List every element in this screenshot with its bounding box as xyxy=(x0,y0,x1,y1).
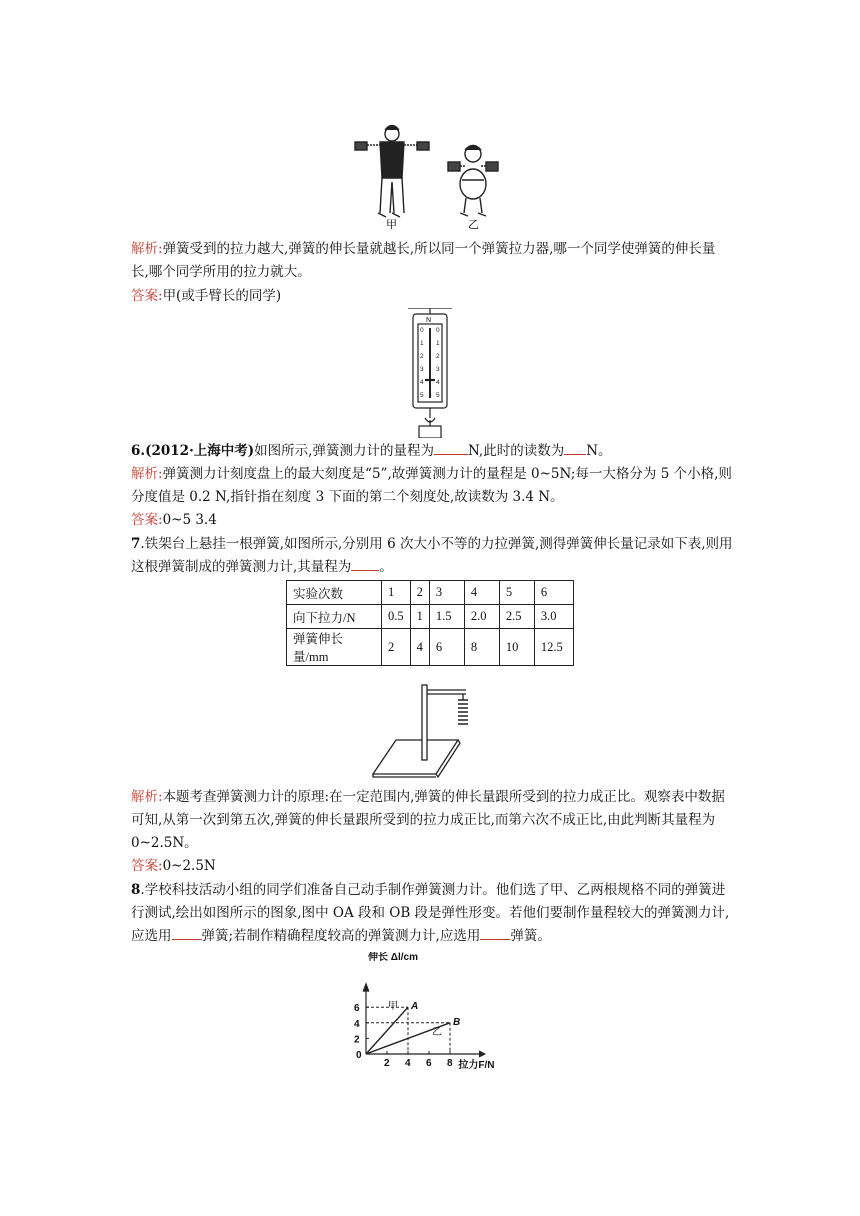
q8-blank-1[interactable] xyxy=(172,925,202,940)
q8-text-line3b: 弹簧;若制作精确程度较高的弹簧测力计,应选用 xyxy=(201,928,481,944)
q7-analysis-line3: 0~2.5N。 xyxy=(131,835,198,851)
q7-text-end: 。 xyxy=(379,559,393,575)
table-cell: 3.0 xyxy=(534,605,573,629)
q7-data-table xyxy=(286,580,574,666)
q7-question-cont xyxy=(131,556,731,578)
table-row xyxy=(287,605,574,629)
q7-analysis xyxy=(131,786,731,808)
q5-analysis-line2: 长,哪个同学所用的拉力就大。 xyxy=(131,264,311,280)
people-figure xyxy=(350,118,520,230)
scale-tick-left: 2 xyxy=(420,353,424,360)
q6-text-c: N。 xyxy=(586,443,612,459)
x-tick-label: 8 xyxy=(447,1058,453,1069)
x-axis-arrow xyxy=(479,1051,485,1057)
scale-tick-right: 0 xyxy=(436,327,440,334)
q8-question-cont2 xyxy=(131,925,731,947)
q8-blank-2[interactable] xyxy=(480,925,510,940)
q6-question xyxy=(131,440,731,462)
q7-answer xyxy=(131,855,731,877)
q6-answer-value: 0~5 3.4 xyxy=(162,512,217,528)
series-line xyxy=(366,1007,408,1054)
table-row xyxy=(287,629,574,666)
q6-analysis xyxy=(131,463,731,485)
scale-tick-left: 1 xyxy=(420,340,424,347)
q6-answer xyxy=(131,509,731,531)
q8-text-line2: 行测试,绘出如图所示的图象,图中 OA 段和 OB 段是弹性形变。若他们要制作量程较大的弹簧测力计, xyxy=(131,905,730,921)
table-cell: 2.0 xyxy=(464,605,499,629)
y-tick-label: 2 xyxy=(354,1034,360,1046)
table-cell: 3 xyxy=(429,581,464,605)
analysis-label: 解析: xyxy=(131,241,163,257)
x-tick-label: 4 xyxy=(405,1058,411,1069)
q7-analysis-line2: 可知,从第一次到第五次,弹簧的伸长量跟所受到的拉力成正比,而第六次不成正比,由此判断其量程为 xyxy=(131,812,716,828)
q6-analysis-line2: 分度值是 0.2 N,指针指在刻度 3 下面的第二个刻度处,故读数为 3.4 N。 xyxy=(131,489,564,505)
q8-text-line1: .学校科技活动小组的同学们准备自己动手制作弹簧测力计。他们选了甲、乙两根规格不同的弹簧进 xyxy=(140,882,726,898)
table-cell: 1 xyxy=(382,581,411,605)
analysis-label: 解析: xyxy=(131,466,163,482)
q7-answer-value: 0~2.5N xyxy=(162,858,216,874)
q8-number: 8 xyxy=(131,882,141,898)
table-row xyxy=(287,581,574,605)
q8-text-line3a: 应选用 xyxy=(131,928,172,944)
series-name-label: 甲 xyxy=(388,1001,398,1013)
scale-tick-left: 3 xyxy=(420,366,424,373)
answer-label: 答案: xyxy=(131,512,163,528)
scale-tick-left: 5 xyxy=(420,392,424,399)
x-tick-label: 2 xyxy=(384,1058,390,1069)
scale-tick-right: 1 xyxy=(436,340,440,347)
table-cell: 10 xyxy=(499,629,534,666)
table-cell: 5 xyxy=(499,581,534,605)
scale-tick-right: 3 xyxy=(436,366,440,373)
table-cell: 12.5 xyxy=(534,629,573,666)
q8-question-cont xyxy=(131,902,731,924)
scale-tick-left: 0 xyxy=(420,327,424,334)
table-cell: 向下拉力/N xyxy=(287,605,382,629)
scale-unit: N xyxy=(426,317,432,324)
q8-text-line3c: 弹簧。 xyxy=(510,928,551,944)
q5-analysis xyxy=(131,238,731,260)
table-cell: 2 xyxy=(410,581,429,605)
q8-question xyxy=(131,879,731,901)
q7-analysis-cont xyxy=(131,809,731,831)
table-cell: 6 xyxy=(429,629,464,666)
elongation-chart xyxy=(338,952,518,1072)
q6-analysis-cont xyxy=(131,486,731,508)
q6-number: 6 xyxy=(131,443,141,459)
q5-answer-value: 甲(或手臂长的同学) xyxy=(162,288,282,304)
q6-text-b: N,此时的读数为 xyxy=(467,443,565,459)
origin-label: 0 xyxy=(356,1050,362,1061)
q7-number: 7 xyxy=(131,536,141,552)
y-axis-label: 伸长 Δl/cm xyxy=(368,952,418,963)
x-tick-label: 6 xyxy=(426,1058,432,1069)
table-cell: 实验次数 xyxy=(287,581,382,605)
table-cell: 1 xyxy=(410,605,429,629)
x-axis-label: 拉力F/N xyxy=(458,1060,495,1071)
scale-tick-left: 4 xyxy=(420,379,424,386)
table-cell: 弹簧伸长量/mm xyxy=(287,629,382,666)
table-cell: 4 xyxy=(464,581,499,605)
q7-analysis-cont2 xyxy=(131,832,731,854)
q6-blank-2[interactable] xyxy=(564,440,586,455)
y-axis-arrow xyxy=(363,984,369,992)
q7-analysis-line1: 本题考查弹簧测力计的原理:在一定范围内,弹簧的伸长量跟所受到的拉力成正比。观察表中数据 xyxy=(162,789,725,805)
q6-text-a: 如图所示,弹簧测力计的量程为 xyxy=(254,443,434,459)
series-name-label: 乙 xyxy=(432,1026,442,1038)
table-cell: 4 xyxy=(410,629,429,666)
table-cell: 0.5 xyxy=(382,605,411,629)
series-end-label: A xyxy=(411,1001,419,1013)
figure-label-b: 乙 xyxy=(468,219,479,230)
q5-analysis-cont xyxy=(131,261,731,283)
q7-blank[interactable] xyxy=(351,556,379,571)
iron-stand-figure xyxy=(368,680,468,780)
figure-label-a: 甲 xyxy=(386,219,397,230)
table-cell: 1.5 xyxy=(429,605,464,629)
analysis-label: 解析: xyxy=(131,789,163,805)
q7-question xyxy=(131,533,731,555)
y-tick-label: 6 xyxy=(354,1003,360,1015)
scale-tick-right: 4 xyxy=(436,379,440,386)
q7-text-line2: 这根弹簧制成的弹簧测力计,其量程为 xyxy=(131,559,352,575)
q5-answer xyxy=(131,285,731,307)
table-cell: 8 xyxy=(464,629,499,666)
spring-scale-figure xyxy=(405,308,455,438)
table-cell: 2.5 xyxy=(499,605,534,629)
answer-label: 答案: xyxy=(131,288,163,304)
table-cell: 2 xyxy=(382,629,411,666)
scale-tick-right: 5 xyxy=(436,392,440,399)
q6-analysis-line1: 弹簧测力计刻度盘上的最大刻度是“5”,故弹簧测力计的量程是 0~5N;每一大格分为 5 个小格,则 xyxy=(162,466,732,482)
table-cell: 6 xyxy=(534,581,573,605)
answer-label: 答案: xyxy=(131,858,163,874)
series-end-label: B xyxy=(453,1016,461,1028)
q5-analysis-line1: 弹簧受到的拉力越大,弹簧的伸长量就越长,所以同一个弹簧拉力器,哪一个同学使弹簧的伸长量 xyxy=(162,241,716,257)
q7-text-line1: .铁架台上悬挂一根弹簧,如图所示,分别用 6 次大小不等的力拉弹簧,测得弹簧伸长量记录如下表,则用 xyxy=(140,536,733,552)
scale-tick-right: 2 xyxy=(436,353,440,360)
y-tick-label: 4 xyxy=(354,1018,360,1030)
q6-blank-1[interactable] xyxy=(434,440,468,455)
q6-source: .(2012·上海中考) xyxy=(140,443,255,459)
